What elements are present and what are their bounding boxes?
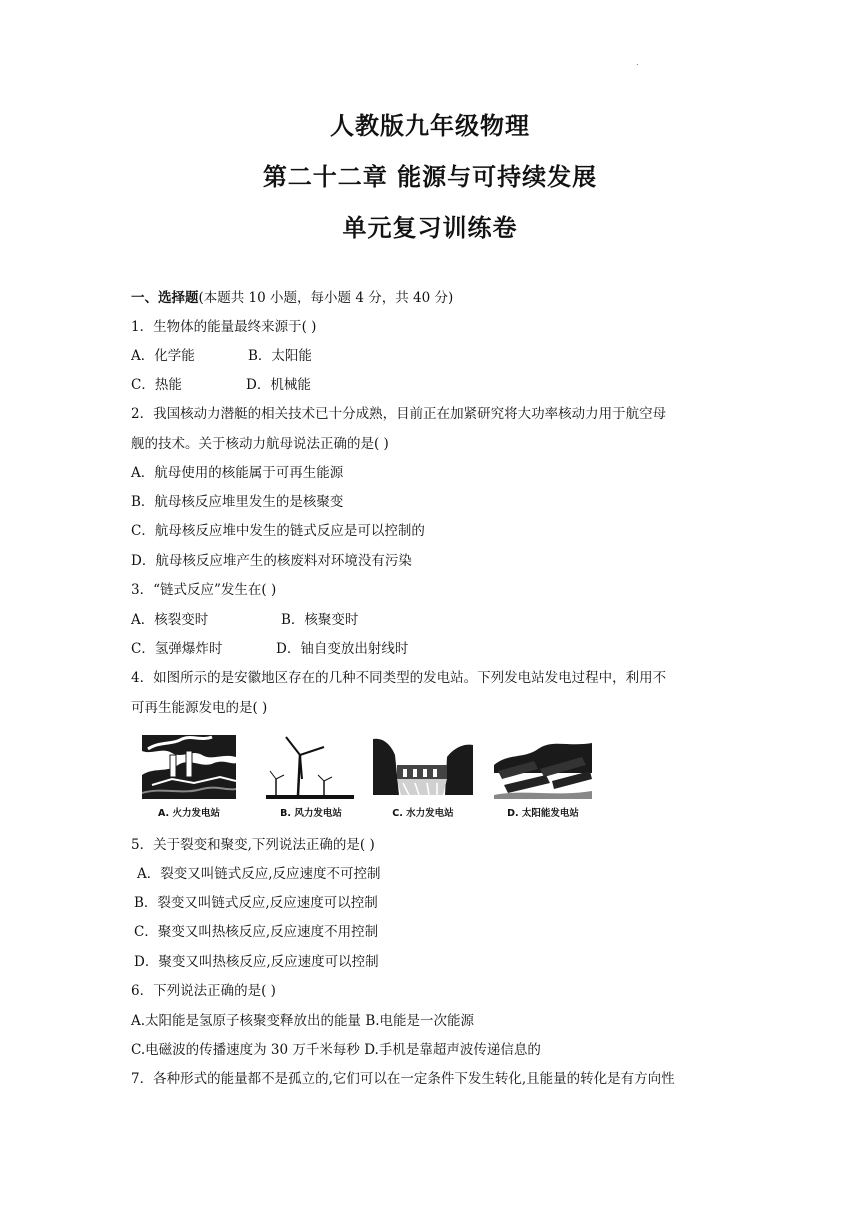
power-station-figures — [142, 735, 602, 821]
question-1-option-a: A．化学能 — [131, 348, 195, 364]
question-1-option-d: D．机械能 — [246, 377, 311, 393]
question-3-option-c: C．氢弹爆炸时 — [131, 641, 223, 657]
question-2-option-d: D．航母核反应堆产生的核废料对环境没有污染 — [131, 553, 412, 569]
question-2-stem-line-2: 舰的技术。关于核动力航母说法正确的是( ) — [131, 436, 389, 452]
question-2-option-b: B．航母核反应堆里发生的是核聚变 — [131, 494, 344, 510]
question-3-option-b: B．核聚变时 — [281, 612, 359, 628]
question-6-options-line-1: A.太阳能是氢原子核聚变释放出的能量 B.电能是一次能源 — [131, 1013, 475, 1029]
question-7-stem: 7．各种形式的能量都不是孤立的,它们可以在一定条件下发生转化,且能量的转化是有方向性 — [131, 1071, 675, 1087]
wind-power-station-image — [266, 735, 354, 799]
question-1-options-row-1 — [131, 344, 312, 364]
question-2-option-c: C．航母核反应堆中发生的链式反应是可以控制的 — [131, 523, 425, 539]
solar-power-station-image — [494, 735, 592, 799]
question-2-stem-line-1: 2．我国核动力潜艇的相关技术已十分成熟，目前正在加紧研究将大功率核动力用于航空母 — [131, 406, 667, 422]
hydro-power-station-image — [373, 735, 473, 799]
question-4-stem-line-2: 可再生能源发电的是( ) — [131, 700, 268, 716]
figure-caption-b: B. 风力发电站 — [280, 808, 342, 819]
question-1-stem: 1．生物体的能量最终来源于( ) — [131, 319, 317, 335]
question-1-options-row-2 — [131, 373, 311, 393]
chapter-title: 第二十二章 能源与可持续发展 — [262, 163, 598, 191]
section-heading-label: 一、选择题 — [131, 290, 199, 306]
question-6-stem: 6．下列说法正确的是( ) — [131, 983, 276, 999]
question-1-option-b: B．太阳能 — [248, 348, 312, 364]
paper-subtitle: 单元复习训练卷 — [342, 214, 518, 242]
question-3-stem: 3．“链式反应”发生在( ) — [131, 582, 277, 598]
question-3-option-d: D．铀自变放出射线时 — [276, 641, 409, 657]
question-5-option-b: B．裂变又叫链式反应,反应速度可以控制 — [134, 895, 378, 911]
thermal-power-station-image — [142, 735, 236, 799]
question-5-option-a: A．裂变又叫链式反应,反应速度不可控制 — [137, 866, 381, 882]
page-title: 人教版九年级物理 — [330, 112, 530, 140]
question-3-option-a: A．核裂变时 — [131, 612, 209, 628]
question-5-stem: 5．关于裂变和聚变,下列说法正确的是( ) — [131, 837, 375, 853]
section-heading-note: (本题共 10 小题，每小题 4 分，共 40 分) — [198, 290, 454, 306]
figure-caption-c: C. 水力发电站 — [392, 808, 454, 819]
question-1-option-c: C．热能 — [131, 377, 182, 393]
question-6-options-line-2: C.电磁波的传播速度为 30 万千米每秒 D.手机是靠超声波传递信息的 — [131, 1042, 541, 1058]
question-3-options-row-2 — [131, 637, 409, 657]
section-heading — [131, 286, 453, 306]
question-5-option-c: C．聚变又叫热核反应,反应速度不用控制 — [134, 924, 379, 940]
question-3-options-row-1 — [131, 608, 359, 628]
question-2-option-a: A．航母使用的核能属于可再生能源 — [131, 465, 344, 481]
page-mark: . — [636, 58, 639, 67]
question-4-stem-line-1: 4．如图所示的是安徽地区存在的几种不同类型的发电站。下列发电站发电过程中，利用不 — [131, 670, 667, 686]
figure-caption-d: D. 太阳能发电站 — [507, 808, 579, 819]
figure-caption-a: A. 火力发电站 — [158, 808, 220, 819]
question-5-option-d: D．聚变又叫热核反应,反应速度可以控制 — [134, 954, 379, 970]
